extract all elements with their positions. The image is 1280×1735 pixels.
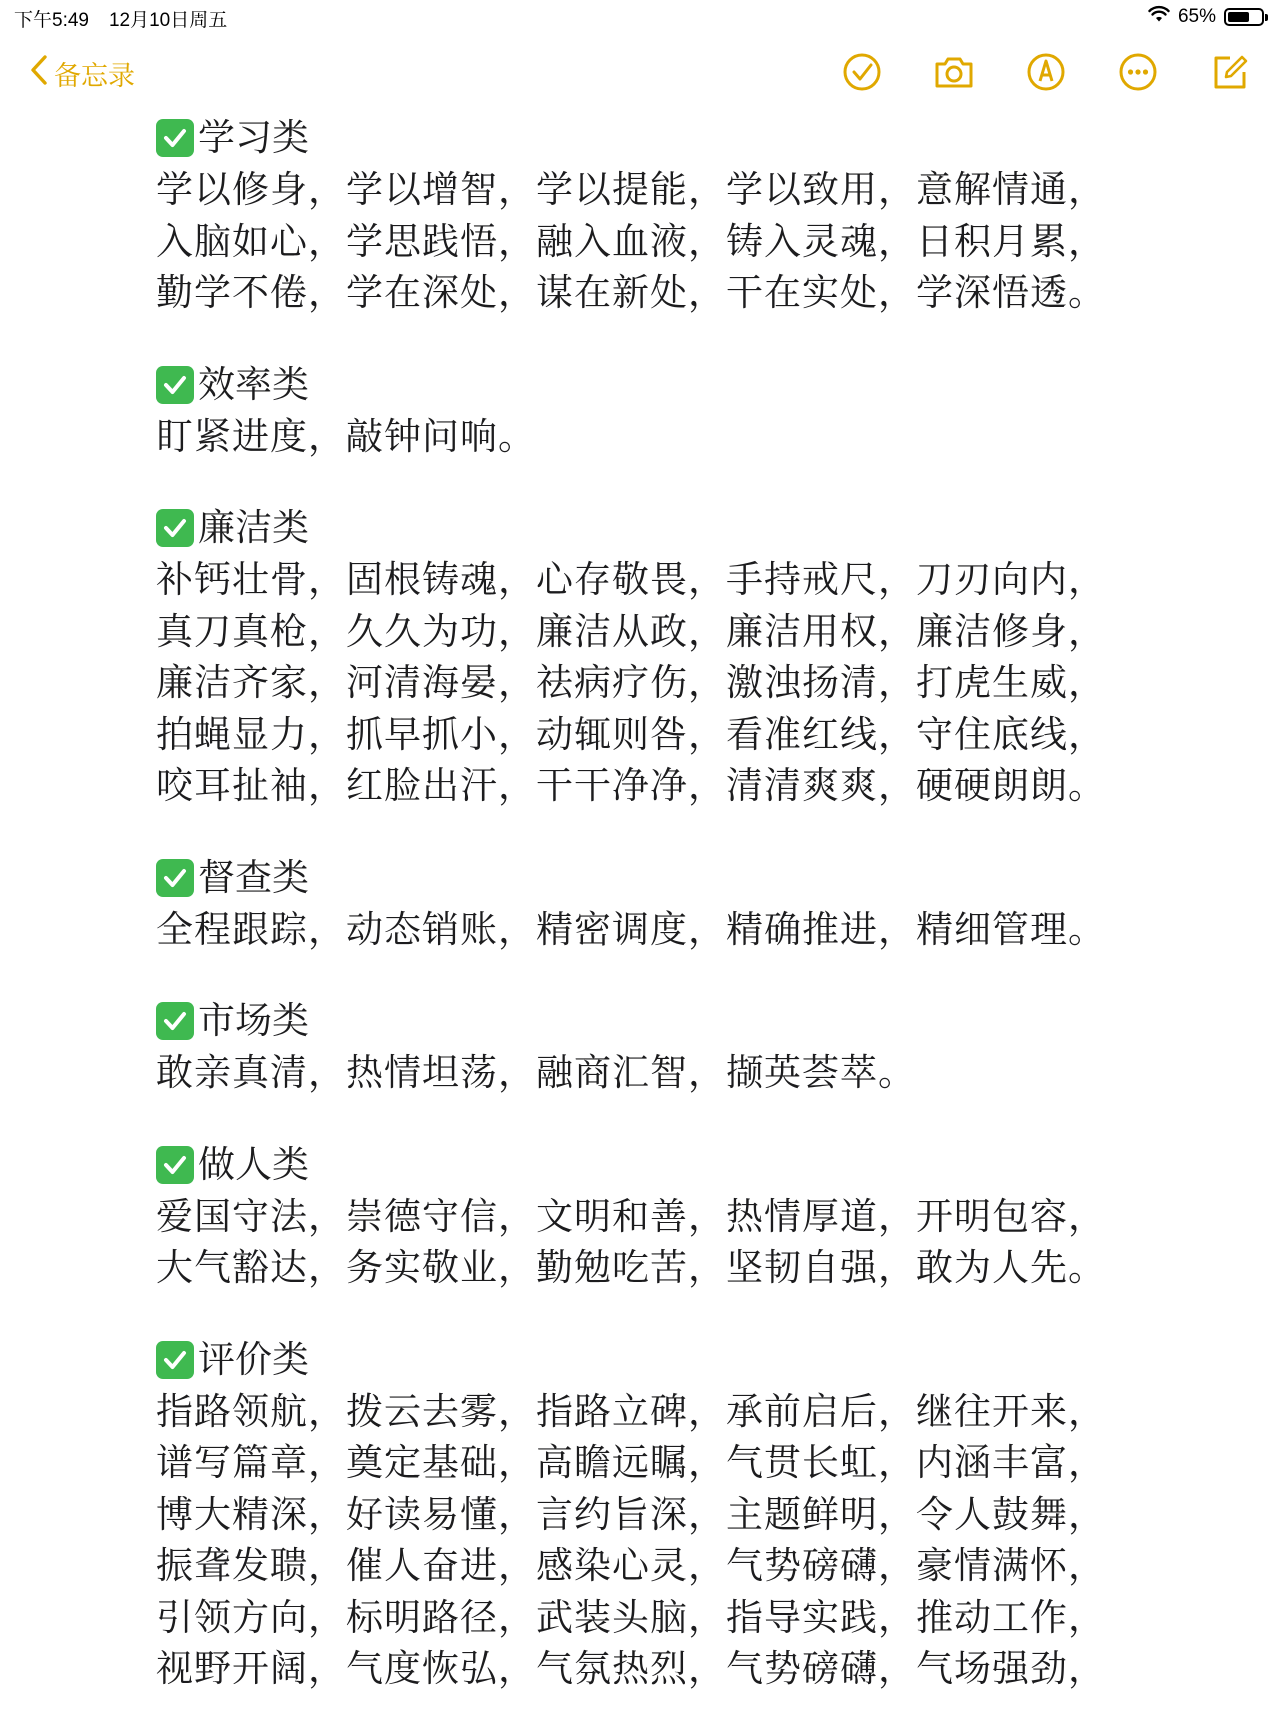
note-text-line: 全程跟踪，动态销账，精密调度，精确推进，精细管理。 [156,907,1106,951]
note-section [156,359,1136,463]
camera-icon[interactable] [932,50,976,94]
back-button-label: 备忘录 [54,61,135,92]
battery-icon [1224,8,1264,26]
section-title: 做人类 [198,1142,309,1186]
note-text-line: 敢亲真清，热情坦荡，融商汇智，撷英荟萃。 [156,1051,916,1094]
note-section [156,1334,1136,1695]
wifi-icon [1148,5,1170,29]
back-button[interactable] [30,54,135,93]
more-icon[interactable] [1116,50,1160,94]
note-text-line: 补钙壮骨，固根铸魂，心存敬畏，手持戒尺，刀刃向内， [156,558,1106,601]
note-text-line: 拍蝇显力，抓早抓小，动辄则咎，看准红线，守住底线， [156,712,1106,756]
toolbar-actions [840,50,1252,94]
section-title: 评价类 [198,1337,309,1381]
section-title: 督查类 [198,855,309,899]
note-text-line: 振聋发聩，催人奋进，感染心灵，气势磅礴，豪情满怀， [156,1544,1106,1587]
check-mark-icon [156,1146,194,1184]
note-section [156,112,1136,319]
markup-icon[interactable] [1024,50,1068,94]
note-text-line: 盯紧进度，敲钟问响。 [156,414,536,458]
note-section [156,1139,1136,1294]
section-heading [156,995,1136,1047]
note-text-line: 博大精深，好读易懂，言约旨深，主题鲜明，令人鼓舞， [156,1492,1106,1536]
note-text-line: 大气豁达，务实敬业，勤勉吃苦，坚韧自强，敢为人先。 [156,1246,1106,1289]
note-text-line: 指路领航，拨云去雾，指路立碑，承前启后，继往开来， [156,1389,1106,1433]
battery-percent: 65% [1177,6,1216,27]
check-mark-icon [156,366,194,404]
note-text-line: 咬耳扯袖，红脸出汗，干干净净，清清爽爽，硬硬朗朗。 [156,764,1106,807]
note-section [156,852,1136,956]
battery-level [1228,12,1249,22]
check-mark-icon [156,1341,194,1379]
section-heading [156,502,1136,554]
status-date: 12月10日周五 [108,10,228,31]
section-heading [156,852,1136,904]
section-title: 效率类 [198,362,309,406]
note-text-line: 勤学不倦，学在深处，谋在新处，干在实处，学深悟透。 [156,271,1106,314]
compose-icon[interactable] [1208,50,1252,94]
check-mark-icon [156,859,194,897]
checklist-icon[interactable] [840,50,884,94]
note-section [156,502,1136,812]
check-mark-icon [156,509,194,547]
note-text-line: 引领方向，标明路径，武装头脑，指导实践，推动工作， [156,1595,1106,1639]
chevron-left-icon [30,54,48,93]
check-mark-icon [156,119,194,157]
check-mark-icon [156,1002,194,1040]
section-heading [156,1334,1136,1386]
note-text-line: 学以修身，学以增智，学以提能，学以致用，意解情通， [156,168,1106,211]
note-text-line: 真刀真枪，久久为功，廉洁从政，廉洁用权，廉洁修身， [156,609,1106,653]
status-right [1148,5,1264,29]
note-section [156,995,1136,1099]
section-heading [156,1139,1136,1191]
note-text-line: 谱写篇章，奠定基础，高瞻远瞩，气贯长虹，内涵丰富， [156,1441,1106,1484]
status-left [14,5,227,32]
note-body[interactable] [156,112,1136,1735]
section-title: 廉洁类 [198,506,309,549]
status-time: 下午5:49 [14,10,89,31]
note-text-line: 廉洁齐家，河清海晏，祛病疗伤，激浊扬清，打虎生威， [156,661,1106,704]
section-heading [156,359,1136,411]
section-title: 学习类 [198,116,309,159]
note-text-line: 视野开阔，气度恢弘，气氛热烈，气势磅礴，气场强劲， [156,1647,1106,1690]
status-bar [0,0,1280,34]
section-heading [156,112,1136,164]
note-text-line: 爱国守法，崇德守信，文明和善，热情厚道，开明包容， [156,1194,1106,1238]
toolbar [0,46,1280,106]
section-title: 市场类 [198,999,309,1042]
note-text-line: 入脑如心，学思践悟，融入血液，铸入灵魂，日积月累， [156,219,1106,263]
